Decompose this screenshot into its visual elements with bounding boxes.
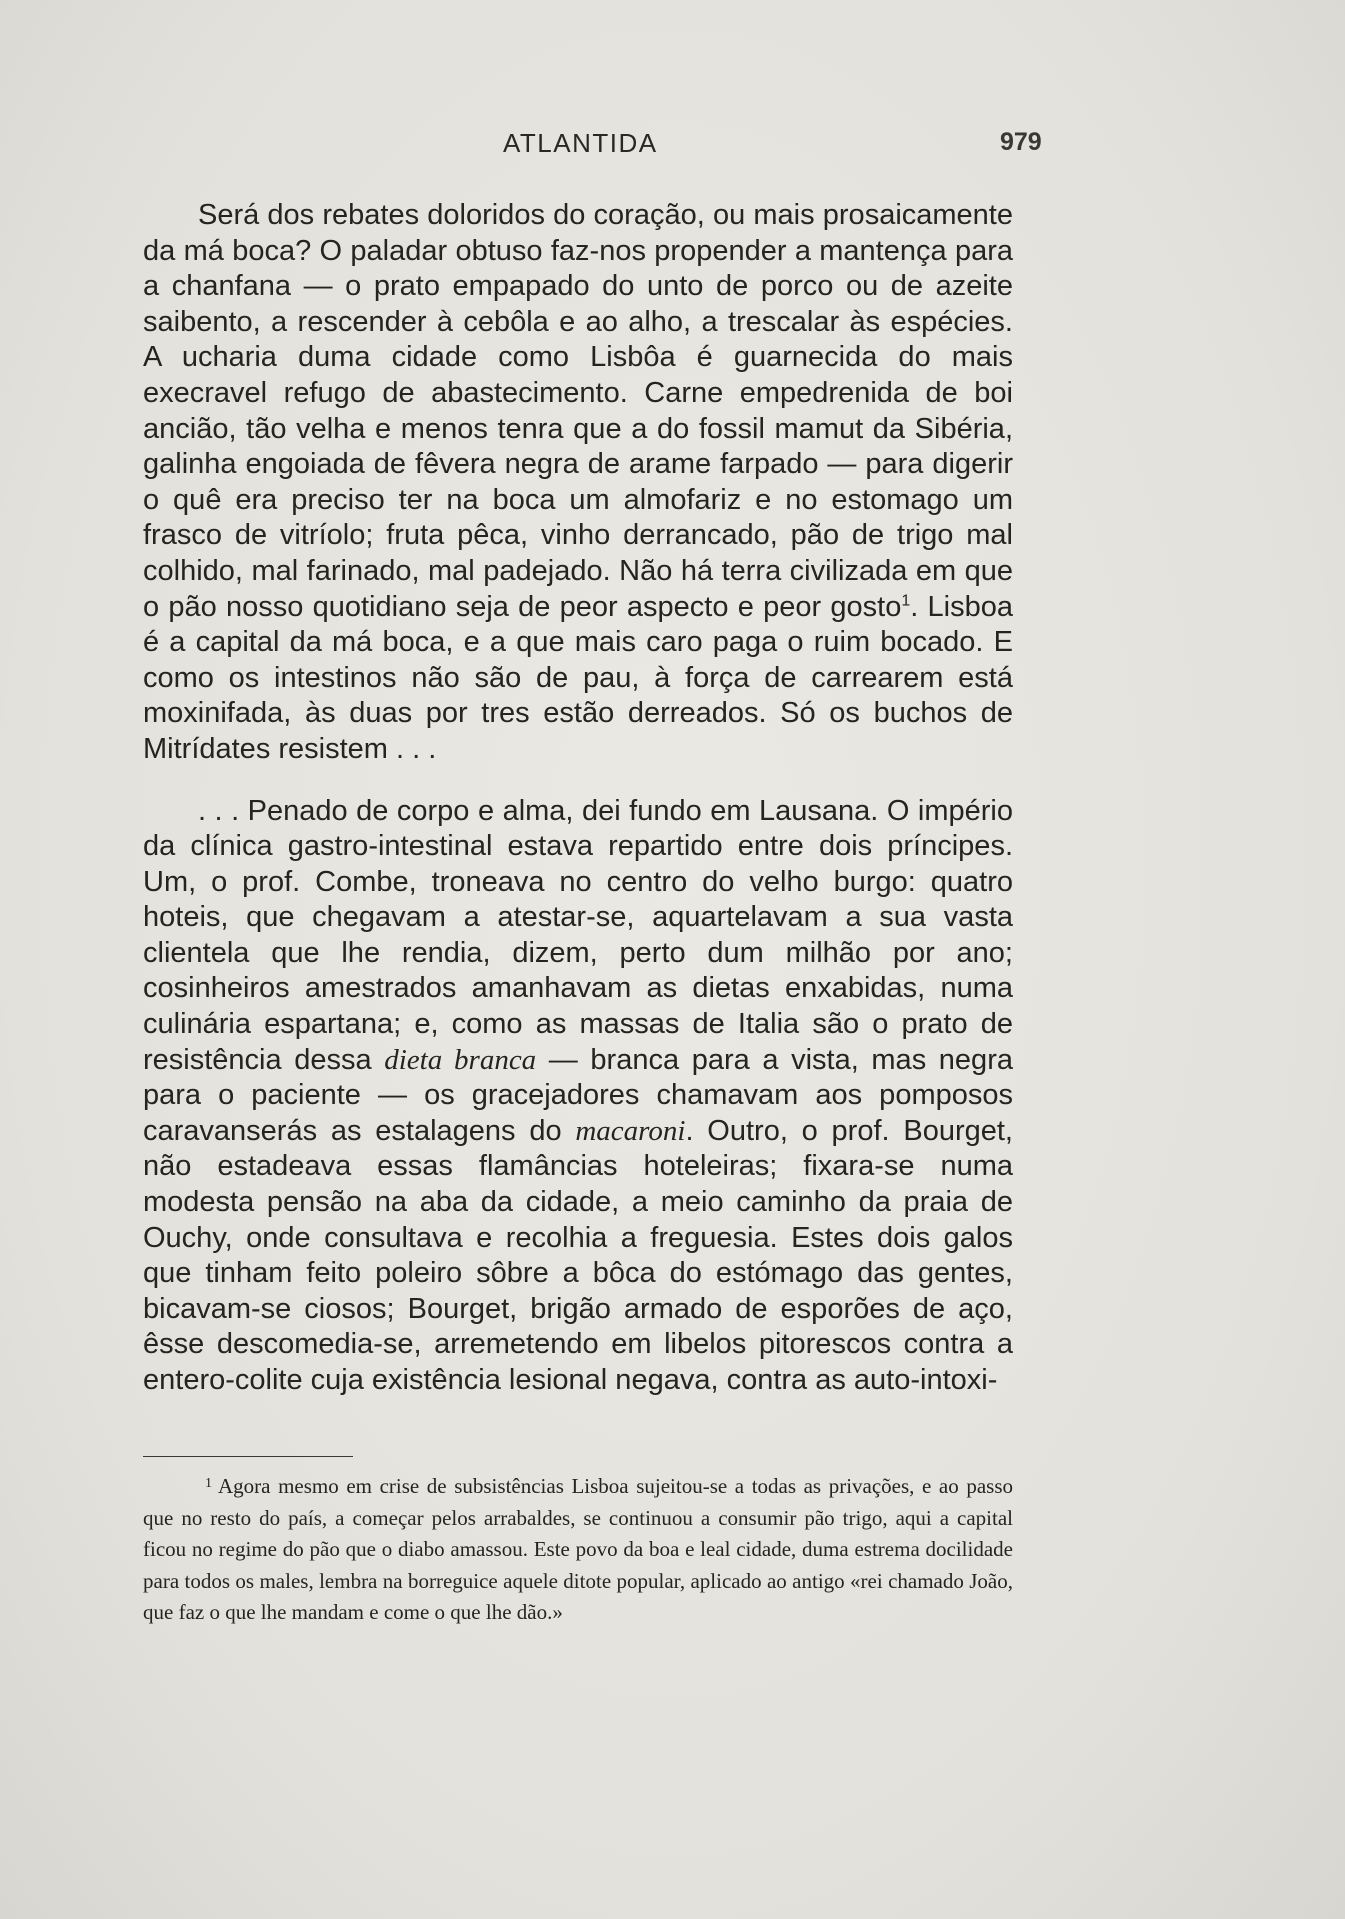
paragraph-2-text-a: . . . Penado de corpo e alma, dei fundo em Lausana. O império da clínica gastro-intestinal estava repartido entre dois príncipes. Um, o prof. Combe, troneava no centro do velho burgo: quatro hoteis, que chegavam a atestar-se, aquartelavam a sua vasta clientela que lhe rendia, dizem, perto dum milhão por ano; cosinheiros amestrados amanhavam as dietas enxabidas, numa culinária espartana; e, como as massas de Italia são o prato de resistência dessa: [143, 794, 1013, 1076]
paragraph-1: [143, 198, 1013, 768]
paragraph-1-text-a: Será dos rebates doloridos do coração, ou mais prosaicamente da má boca? O paladar obtuso faz-nos propender a mantença para a chanfana — o prato empapado do unto de porco ou de azeite saibento, a rescender à cebôla e ao alho, a trescalar às espécies. A ucharia duma cidade como Lisbôa é guarnecida do mais execravel refugo de abastecimento. Carne empedrenida de boi ancião, tão velha e menos tenra que a do fossil mamut da Sibéria, galinha engoiada de fêvera negra de arame farpado — para digerir o quê era preciso ter na boca um almofariz e no estomago um frasco de vitríolo; fruta pêca, vinho derrancado, pão de trigo mal colhido, mal farinado, mal padejado. Não há terra civilizada em que o pão nosso quotidiano seja de peor aspecto e peor gosto: [143, 199, 1013, 623]
paragraph-2-text-b: — branca para a vista, mas negra para o paciente — os gracejadores chamavam aos pomposos caravanserás as estalagens do: [143, 1043, 1013, 1147]
footnote-separator: [143, 1456, 353, 1457]
running-title: ATLANTIDA: [503, 128, 658, 158]
paragraph-2: [143, 794, 1013, 1399]
page-header: [0, 128, 1345, 168]
italic-phrase-dieta-branca: dieta branca: [384, 1043, 537, 1076]
footnote-marker: 1: [205, 1476, 212, 1491]
body-text: [143, 198, 1013, 1399]
paragraph-1-text-b: . Lisboa é a capital da má boca, e a que mais caro paga o ruim bocado. E como os intestinos não são de pau, à força de carrearem está moxinifada, às duas por tres estão derreados. Só os buchos de Mitrídates resistem . . .: [143, 590, 1013, 765]
footnote: [143, 1468, 1013, 1629]
paragraph-2-text-c: . Outro, o prof. Bourget, não estadeava essas flamâncias hoteleiras; fixara-se numa modesta pensão na aba da cidade, a meio caminho da praia de Ouchy, onde consultava e recolhia a freguesia. Estes dois galos que tinham feito poleiro sôbre a bôca do estómago das gentes, bicavam-se ciosos; Bourget, brigão armado de esporões de aço, êsse descomedia-se, arremetendo em libelos pitorescos contra a entero-colite cuja existência lesional negava, contra as auto-intoxi-: [143, 1114, 1013, 1396]
italic-word-macaroni: macaroni: [575, 1114, 686, 1147]
footnote-reference: 1: [901, 591, 911, 609]
page-number: 979: [1000, 128, 1042, 156]
footnote-text: Agora mesmo em crise de subsistências Lisboa sujeitou-se a todas as privações, e ao passo que no resto do país, a começar pelos arrabaldes, se continuou a consumir pão trigo, aqui a capital ficou no regime do pão que o diabo amassou. Este povo da boa e leal cidade, duma estrema docilidade para todos os males, lembra na borreguice aquele ditote popular, aplicado ao antigo «rei chamado João, que faz o que lhe mandam e come o que lhe dão.»: [143, 1474, 1013, 1625]
